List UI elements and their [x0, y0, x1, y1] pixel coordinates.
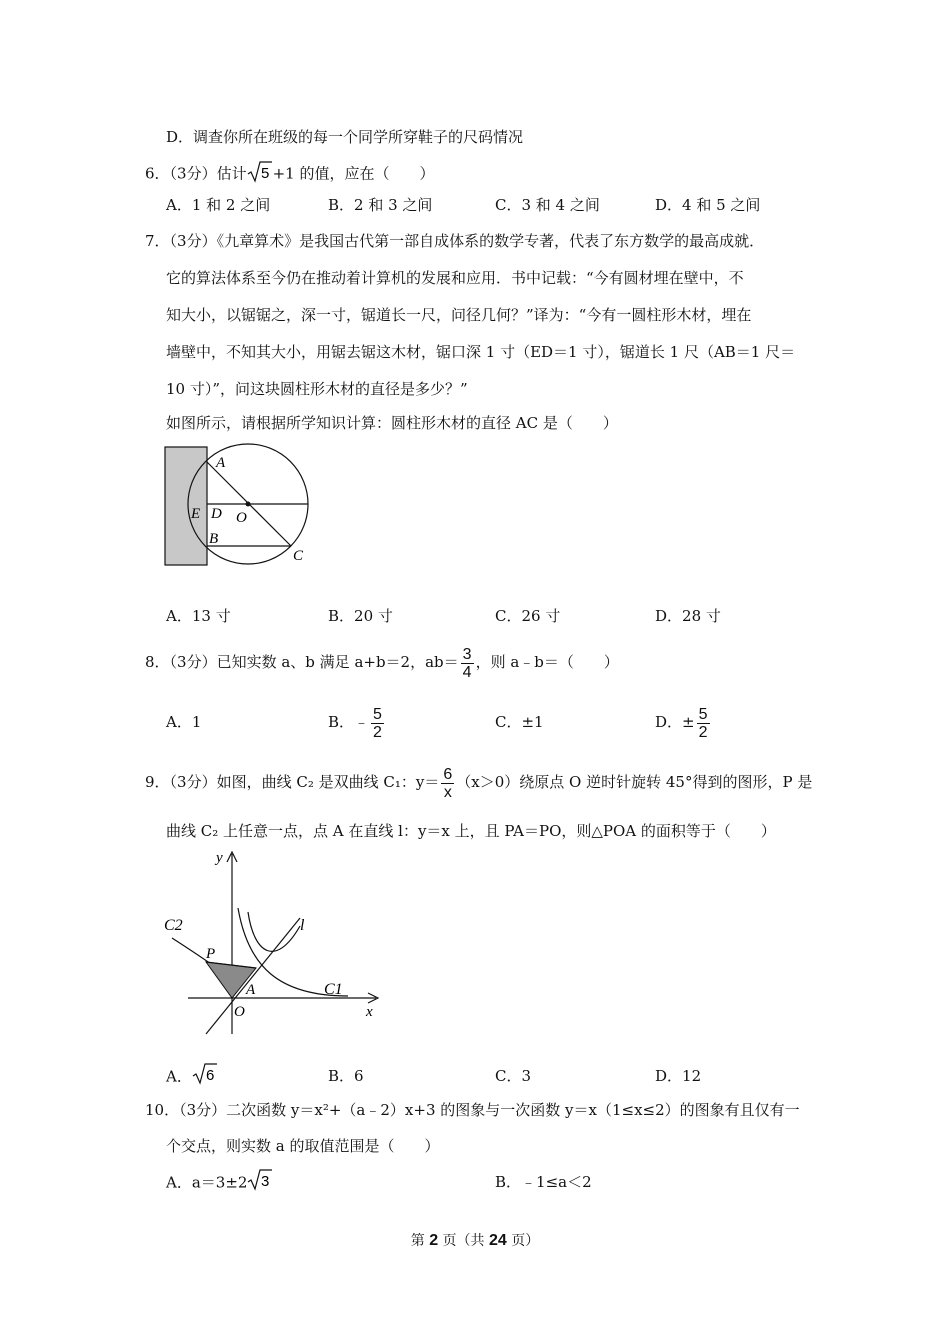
q6-text-b: +1 的值，应在（ ） [272, 164, 435, 183]
q8-option-b-num: 5 [373, 705, 382, 723]
label-p: P [206, 946, 216, 962]
label-o: O [236, 510, 247, 526]
q10-line-1: 二次函数 y＝x²+（a﹣2）x+3 的图象与一次函数 y＝x（1≤x≤2）的图象有且仅有一 [226, 1101, 800, 1119]
label-o-q9: O [234, 1004, 245, 1020]
curve-c2-right [248, 912, 300, 951]
q7-line-3: 知大小，以锯锯之，深一寸，锯道长一尺，问径几何？”译为：“今有一圆柱形木材，埋在 [166, 306, 752, 324]
q7-option-d[interactable]: D．28 寸 [655, 607, 721, 625]
q9-frac-den: x [443, 783, 452, 801]
sqrt-symbol [247, 161, 273, 188]
footer-mid: 页（共 [438, 1233, 489, 1249]
sqrt-symbol [247, 1169, 273, 1198]
center-dot [246, 502, 251, 507]
q8-option-d-den: 2 [698, 723, 708, 741]
q6-text-a: 估计 [216, 164, 247, 183]
label-c2: C2 [164, 917, 183, 934]
q10-score: （3分） [179, 1101, 227, 1119]
question-8 [145, 644, 619, 681]
q10-option-a-radicand: 3 [261, 1173, 270, 1190]
q8-option-b-prefix: B．﹣ [328, 713, 370, 731]
q8-option-c[interactable]: C．±1 [495, 713, 544, 731]
q9-option-a-radicand: 6 [205, 1067, 215, 1084]
label-d: D [211, 506, 222, 522]
q10-line-2: 个交点，则实数 a 的取值范围是（ ） [166, 1137, 440, 1155]
question-6 [145, 161, 435, 188]
q8-fraction [461, 646, 474, 681]
q8-text-a: 已知实数 a、b 满足 a+b＝2，ab＝ [216, 653, 459, 671]
q9-option-d[interactable]: D．12 [655, 1067, 702, 1085]
q7-option-c[interactable]: C．26 寸 [495, 607, 561, 625]
q6-option-b[interactable]: B．2 和 3 之间 [328, 196, 433, 214]
q8-frac-den: 4 [462, 663, 472, 681]
q9-option-a-prefix: A． [166, 1067, 192, 1086]
label-y: y [216, 850, 223, 866]
footer-post: 页） [506, 1233, 540, 1249]
q7-line-2: 它的算法体系至今仍在推动着计算机的发展和应用．书中记载：“今有圆材埋在壁中，不 [166, 269, 744, 287]
q7-line-6: 如图所示，请根据所学知识计算：圆柱形木材的直径 AC 是（ ） [166, 414, 618, 432]
q9-hyperbola-figure [158, 846, 390, 1042]
q9-line-2: 曲线 C₂ 上任意一点，点 A 在直线 l：y＝x 上，且 PA＝PO，则△POA 的面积等于（ ） [166, 822, 776, 840]
q7-score: （3分） [169, 232, 217, 250]
q9-fraction [441, 766, 454, 801]
wall-rect [165, 447, 207, 565]
prev-option-d: D．调查你所在班级的每一个同学所穿鞋子的尺码情况 [166, 128, 524, 146]
q8-option-b-fraction [371, 706, 384, 741]
footer-page-number: 2 [429, 1232, 439, 1249]
label-l: l [300, 917, 305, 934]
q9-option-a[interactable] [166, 1063, 218, 1092]
q7-option-a[interactable]: A．13 寸 [166, 607, 231, 625]
q8-option-d-prefix: D．± [655, 713, 695, 731]
q8-score: （3分） [169, 653, 217, 671]
q8-option-d-fraction [697, 706, 710, 741]
q10-option-a[interactable] [166, 1169, 273, 1198]
q7-number: 7． [145, 232, 170, 250]
q8-frac-num: 3 [462, 645, 472, 663]
q6-score: （3分） [169, 164, 217, 183]
q7-option-b[interactable]: B．20 寸 [328, 607, 393, 625]
label-c: C [293, 548, 304, 564]
q9-number: 9． [145, 773, 170, 791]
q8-option-b[interactable] [328, 703, 386, 741]
q7-line-1: 《九章算术》是我国古代第一部自成体系的数学专著，代表了东方数学的最高成就． [216, 232, 765, 250]
q8-number: 8． [145, 653, 170, 671]
q9-frac-num: 6 [443, 765, 453, 783]
sqrt-symbol [192, 1063, 218, 1092]
footer-pre: 第 [410, 1233, 430, 1249]
label-b: B [209, 531, 219, 547]
q6-number: 6． [145, 164, 170, 183]
q6-option-d[interactable]: D．4 和 5 之间 [655, 196, 761, 214]
label-a: A [216, 455, 226, 471]
q9-score: （3分） [169, 773, 217, 791]
q9-option-c[interactable]: C．3 [495, 1067, 532, 1085]
q9-line-1a: 如图，曲线 C₂ 是双曲线 C₁：y＝ [216, 773, 440, 791]
question-9 [145, 763, 812, 801]
q8-option-d-num: 5 [698, 705, 708, 723]
q10-number: 10． [145, 1101, 180, 1119]
q7-line-5: 10 寸）”，问这块圆柱形木材的直径是多少？” [166, 380, 468, 398]
q7-line-4: 墙壁中，不知其大小，用锯去锯这木材，锯口深 1 寸（ED＝1 寸），锯道长 1 尺（AB＝1 尺＝ [166, 343, 796, 361]
label-a-q9: A [246, 982, 256, 998]
q8-option-d[interactable] [655, 703, 712, 741]
q9-line-1b: （x＞0）绕原点 O 逆时针旋转 45°得到的图形，P 是 [456, 773, 813, 791]
q8-text-b: ，则 a﹣b＝（ ） [475, 653, 619, 671]
q7-circle-figure [160, 440, 315, 570]
label-x: x [366, 1004, 373, 1020]
footer-total-pages: 24 [489, 1232, 507, 1249]
q6-radicand: 5 [260, 165, 269, 182]
q9-option-b[interactable]: B．6 [328, 1067, 364, 1085]
q8-option-a[interactable]: A．1 [166, 713, 202, 731]
question-10 [145, 1100, 800, 1120]
label-e: E [191, 506, 201, 522]
q8-option-b-den: 2 [373, 723, 382, 741]
q6-option-c[interactable]: C．3 和 4 之间 [495, 196, 600, 214]
label-c1: C1 [324, 981, 343, 998]
q10-option-a-prefix: A．a＝3±2 [166, 1173, 248, 1192]
q10-option-b[interactable]: B．﹣1≤a＜2 [495, 1173, 592, 1191]
page-footer [0, 1230, 950, 1250]
question-7 [145, 231, 764, 251]
q6-option-a[interactable]: A．1 和 2 之间 [166, 196, 271, 214]
